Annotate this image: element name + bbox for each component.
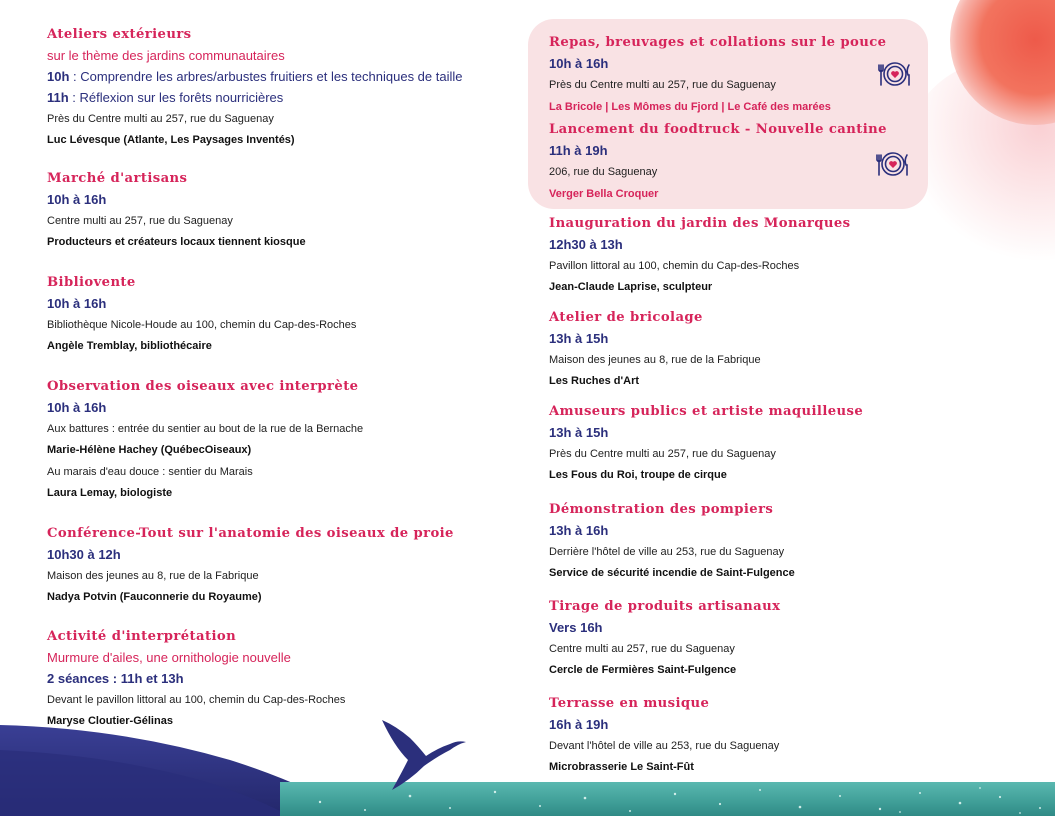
- event-time: 13h à 15h: [549, 425, 609, 440]
- event-repas: [549, 33, 1029, 118]
- event-title: Lancement du foodtruck - Nouvelle cantine: [549, 122, 887, 137]
- event-time: 10h à 16h: [47, 400, 107, 415]
- event-address: Pavillon littoral au 100, chemin du Cap-des-Roches: [549, 260, 800, 272]
- schedule-item-2: 11h : Réflexion sur les forêts nourricières: [47, 90, 284, 105]
- plate-cutlery-icon: [876, 146, 910, 182]
- event-host: Nadya Potvin (Fauconnerie du Royaume): [47, 591, 262, 603]
- event-host: Angèle Tremblay, bibliothécaire: [47, 340, 212, 352]
- event-address: Près du Centre multi au 257, rue du Saguenay: [549, 448, 776, 460]
- event-address: Centre multi au 257, rue du Saguenay: [47, 215, 233, 227]
- event-time: 12h30 à 13h: [549, 237, 623, 252]
- event-address: Devant le pavillon littoral au 100, chemin du Cap-des-Roches: [47, 694, 346, 706]
- event-bibliovente: [47, 273, 517, 357]
- event-time: 10h30 à 12h: [47, 547, 121, 562]
- event-title: Atelier de bricolage: [549, 310, 703, 325]
- event-title: Marché d'artisans: [47, 171, 188, 186]
- event-time: 13h à 16h: [549, 523, 609, 538]
- event-host: Luc Lévesque (Atlante, Les Paysages Inventés): [47, 134, 295, 146]
- event-time: 13h à 15h: [549, 331, 609, 346]
- event-subtitle: sur le thème des jardins communautaires: [47, 48, 285, 63]
- event-host: Maryse Cloutier-Gélinas: [47, 715, 173, 727]
- event-title: Activité d'interprétation: [47, 629, 237, 644]
- event-amuseurs: [549, 402, 1029, 486]
- event-title: Bibliovente: [47, 275, 136, 290]
- event-tirage: [549, 597, 1029, 681]
- event-title: Observation des oiseaux avec interprète: [47, 379, 359, 394]
- event-time: 16h à 19h: [549, 717, 609, 732]
- event-marche-artisans: [47, 169, 517, 253]
- event-time: 10h à 16h: [549, 56, 609, 71]
- event-time: 11h à 19h: [549, 143, 608, 158]
- event-address-2: Au marais d'eau douce : sentier du Marais: [47, 466, 253, 478]
- event-host-1: Marie-Hélène Hachey (QuébecOiseaux): [47, 444, 252, 456]
- event-address-1: Aux battures : entrée du sentier au bout de la rue de la Bernache: [47, 423, 364, 435]
- event-foodtruck: [549, 120, 1029, 205]
- event-title: Démonstration des pompiers: [549, 502, 774, 517]
- event-host: Cercle de Fermières Saint-Fulgence: [549, 664, 737, 676]
- event-inauguration: [549, 214, 1029, 298]
- event-time: Vers 16h: [549, 620, 603, 635]
- event-address: Maison des jeunes au 8, rue de la Fabrique: [47, 570, 259, 582]
- event-title: Conférence-Tout sur l'anatomie des oiseaux de proie: [47, 526, 454, 541]
- event-address: Près du Centre multi au 257, rue du Saguenay: [47, 113, 274, 125]
- event-title: Repas, breuvages et collations sur le pouce: [549, 35, 887, 50]
- event-vendors: La Bricole | Les Mômes du Fjord | Le Café des marées: [549, 101, 831, 113]
- event-host: Les Fous du Roi, troupe de cirque: [549, 469, 727, 481]
- heron-bird-icon: [380, 716, 470, 794]
- event-address: Maison des jeunes au 8, rue de la Fabrique: [549, 354, 761, 366]
- event-time: 10h à 16h: [47, 192, 107, 207]
- schedule-item-1: 10h : Comprendre les arbres/arbustes fruitiers et les techniques de taille: [47, 69, 463, 84]
- event-bricolage: [549, 308, 1029, 392]
- event-conference: [47, 524, 517, 608]
- event-host: Jean-Claude Laprise, sculpteur: [549, 281, 713, 293]
- event-address: Derrière l'hôtel de ville au 253, rue du Saguenay: [549, 546, 785, 558]
- event-address: 206, rue du Saguenay: [549, 166, 658, 178]
- event-subtitle: Murmure d'ailes, une ornithologie nouvelle: [47, 650, 291, 665]
- event-host: Service de sécurité incendie de Saint-Fulgence: [549, 567, 795, 579]
- event-title: Terrasse en musique: [549, 696, 710, 711]
- event-ateliers-exterieurs: [47, 25, 517, 151]
- event-address: Centre multi au 257, rue du Saguenay: [549, 643, 735, 655]
- event-host: Les Ruches d'Art: [549, 375, 640, 387]
- event-host-2: Laura Lemay, biologiste: [47, 487, 173, 499]
- event-host: Producteurs et créateurs locaux tiennent kiosque: [47, 236, 306, 248]
- event-address: Près du Centre multi au 257, rue du Saguenay: [549, 79, 776, 91]
- event-time: 10h à 16h: [47, 296, 107, 311]
- event-address: Devant l'hôtel de ville au 253, rue du Saguenay: [549, 740, 780, 752]
- event-title: Ateliers extérieurs: [47, 27, 192, 42]
- plate-heart-icon: [878, 56, 912, 92]
- event-address: Bibliothèque Nicole-Houde au 100, chemin du Cap-des-Roches: [47, 319, 357, 331]
- event-pompiers: [549, 500, 1029, 584]
- event-title: Tirage de produits artisanaux: [549, 599, 781, 614]
- event-title: Inauguration du jardin des Monarques: [549, 216, 851, 231]
- event-vendors: Verger Bella Croquer: [549, 188, 659, 200]
- event-time: 2 séances : 11h et 13h: [47, 671, 184, 686]
- event-title: Amuseurs publics et artiste maquilleuse: [549, 404, 864, 419]
- event-observation-oiseaux: [47, 377, 517, 504]
- event-terrasse: [549, 694, 1029, 778]
- event-host: Microbrasserie Le Saint-Fût: [549, 761, 694, 773]
